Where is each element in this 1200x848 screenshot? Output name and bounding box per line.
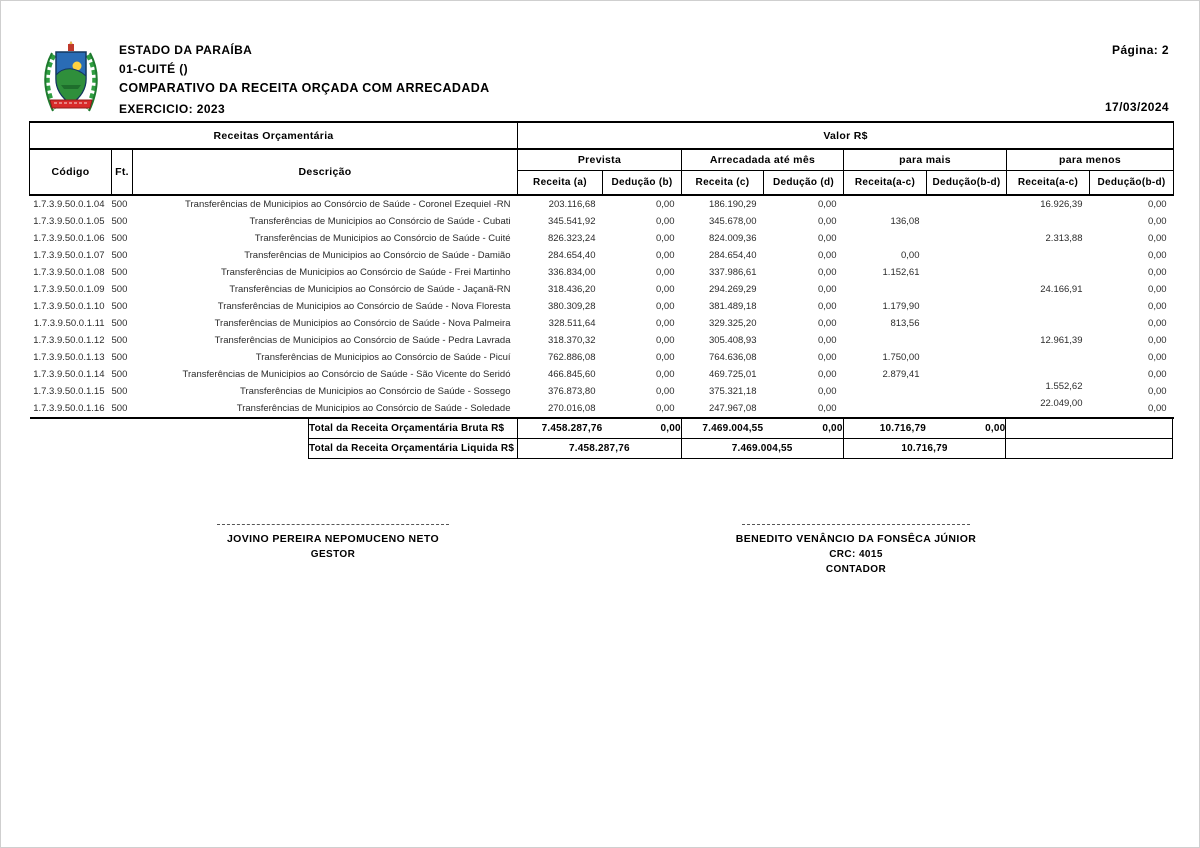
cell-codigo: 1.7.3.9.50.0.1.10 xyxy=(33,301,105,312)
report-date: 17/03/2024 xyxy=(1104,100,1169,114)
cell-prevista-deducao: 0,00 xyxy=(656,369,675,380)
cell-mais-receita: 136,08 xyxy=(890,216,920,227)
cell-prevista-receita: 380.309,28 xyxy=(547,301,596,312)
cell-ft: 500 xyxy=(111,216,128,227)
table-row xyxy=(30,366,1174,383)
cell-mais-deducao xyxy=(927,264,1007,281)
cell-mais-receita: 1.179,90 xyxy=(882,301,920,312)
cell-arrecadada-receita: 345.678,00 xyxy=(708,216,757,227)
cell-menos-deducao: 0,00 xyxy=(1148,318,1167,329)
cell-descricao: Transferências de Municipios ao Consórcio de Saúde - Nova Palmeira xyxy=(214,318,511,329)
cell-descricao: Transferências de Municipios ao Consórcio de Saúde - Cuité xyxy=(254,233,511,244)
cell-ft: 500 xyxy=(112,400,133,418)
sub-header-mais-deducao: Dedução(b-d) xyxy=(927,171,1007,196)
total-bruta-menos-cell xyxy=(1006,419,1173,439)
signature-name: BENEDITO VENÂNCIO DA FONSÊCA JÚNIOR xyxy=(735,533,977,545)
table-row xyxy=(30,213,1174,230)
table-row xyxy=(30,281,1174,298)
sub-header-receita-c: Receita (c) xyxy=(682,171,764,196)
cell-menos-deducao: 0,00 xyxy=(1148,199,1167,210)
cell-mais-receita: 1.152,61 xyxy=(882,267,920,278)
total-liquida-menos-cell xyxy=(1006,439,1173,459)
cell-codigo: 1.7.3.9.50.0.1.16 xyxy=(30,400,112,418)
cell-mais-deducao xyxy=(927,195,1007,213)
table-row xyxy=(30,195,1174,213)
cell-ft: 500 xyxy=(111,301,128,312)
cell-mais-deducao xyxy=(927,213,1007,230)
sub-header-deducao-d: Dedução (d) xyxy=(764,171,844,196)
cell-arrecadada-receita: 247.967,08 xyxy=(682,400,764,418)
signature-crc: CRC: 4015 xyxy=(829,549,883,560)
cell-prevista-deducao: 0,00 xyxy=(656,352,675,363)
total-bruta-receita-c: 7.469.004,55 xyxy=(681,419,763,439)
cell-prevista-receita: 376.873,80 xyxy=(547,386,596,397)
cell-mais-deducao xyxy=(927,349,1007,366)
signature-line xyxy=(217,524,449,525)
cell-mais-deducao xyxy=(927,230,1007,247)
header-valor: Valor R$ xyxy=(518,122,1174,149)
cell-codigo: 1.7.3.9.50.0.1.12 xyxy=(33,335,105,346)
cell-arrecadada-deducao: 0,00 xyxy=(818,233,837,244)
cell-menos-deducao: 0,00 xyxy=(1148,250,1167,261)
total-liquida-prevista: 7.458.287,76 xyxy=(517,439,681,459)
cell-prevista-receita: 328.511,64 xyxy=(548,318,596,329)
cell-prevista-receita: 345.541,92 xyxy=(547,216,596,227)
cell-mais-receita: 1.750,00 xyxy=(882,352,920,363)
cell-mais-receita: 2.879,41 xyxy=(882,369,920,380)
cell-arrecadada-deducao: 0,00 xyxy=(764,400,844,418)
cell-mais-receita xyxy=(844,281,927,298)
cell-menos-receita xyxy=(1007,298,1090,315)
cell-prevista-deducao: 0,00 xyxy=(656,318,675,329)
cell-prevista-receita: 336.834,00 xyxy=(547,267,596,278)
total-bruta-row xyxy=(309,419,1173,439)
cell-mais-deducao xyxy=(927,400,1007,418)
cell-menos-deducao: 0,00 xyxy=(1148,301,1167,312)
cell-arrecadada-receita: 469.725,01 xyxy=(708,369,757,380)
cell-menos-receita xyxy=(1007,315,1090,332)
revenue-table xyxy=(29,121,1173,459)
cell-mais-deducao xyxy=(927,332,1007,349)
group-header-prevista: Prevista xyxy=(518,149,682,171)
cell-menos-receita xyxy=(1007,349,1090,366)
cell-menos-deducao: 0,00 xyxy=(1148,352,1167,363)
cell-prevista-receita: 270.016,08 xyxy=(518,400,603,418)
table-row xyxy=(30,383,1174,400)
cell-descricao: Transferências de Municipios ao Consórcio de Saúde - Damião xyxy=(244,250,511,261)
cell-codigo: 1.7.3.9.50.0.1.11 xyxy=(33,318,105,329)
cell-prevista-receita: 284.654,40 xyxy=(547,250,596,261)
cell-prevista-deducao: 0,00 xyxy=(656,250,675,261)
cell-arrecadada-deducao: 0,00 xyxy=(818,369,837,380)
page-number: Página: 2 xyxy=(1112,43,1169,57)
report-header xyxy=(119,41,490,119)
cell-mais-receita xyxy=(844,195,927,213)
cell-prevista-deducao: 0,00 xyxy=(656,267,675,278)
table-row xyxy=(30,315,1174,332)
table-row xyxy=(30,230,1174,247)
total-liquida-mais: 10.716,79 xyxy=(843,439,1006,459)
group-header-arrecadada: Arrecadada até mês xyxy=(682,149,844,171)
cell-arrecadada-deducao: 0,00 xyxy=(818,284,837,295)
group-header-para-mais: para mais xyxy=(844,149,1007,171)
cell-mais-deducao xyxy=(927,383,1007,400)
cell-ft: 500 xyxy=(111,284,128,295)
cell-codigo: 1.7.3.9.50.0.1.13 xyxy=(33,352,105,363)
cell-mais-receita xyxy=(844,332,927,349)
cell-prevista-receita: 318.436,20 xyxy=(547,284,596,295)
cell-arrecadada-deducao: 0,00 xyxy=(818,386,837,397)
cell-menos-deducao: 0,00 xyxy=(1148,335,1167,346)
table-row xyxy=(30,349,1174,366)
cell-prevista-receita: 466.845,60 xyxy=(547,369,596,380)
cell-mais-receita xyxy=(844,230,927,247)
total-bruta-deducao-b: 0,00 xyxy=(602,419,681,439)
cell-arrecadada-deducao: 0,00 xyxy=(818,216,837,227)
cell-menos-deducao: 0,00 xyxy=(1148,267,1167,278)
cell-menos-receita: 24.166,91 xyxy=(1040,284,1083,295)
cell-ft: 500 xyxy=(111,386,128,397)
cell-ft: 500 xyxy=(111,369,128,380)
cell-descricao: Transferências de Municipios ao Consórcio de Saúde - Soledade xyxy=(133,400,518,418)
cell-arrecadada-receita: 824.009,36 xyxy=(708,233,757,244)
table-row xyxy=(30,400,1174,418)
cell-descricao: Transferências de Municipios ao Consórcio de Saúde - São Vicente do Seridó xyxy=(182,369,511,380)
cell-prevista-deducao: 0,00 xyxy=(656,284,675,295)
total-bruta-receita-a: 7.458.287,76 xyxy=(517,419,602,439)
cell-mais-deducao xyxy=(927,247,1007,264)
cell-arrecadada-deducao: 0,00 xyxy=(818,301,837,312)
signature-contador xyxy=(686,524,1026,577)
cell-prevista-receita: 762.886,08 xyxy=(547,352,596,363)
cell-menos-deducao: 0,00 xyxy=(1148,216,1167,227)
table-row xyxy=(30,298,1174,315)
cell-prevista-deducao: 0,00 xyxy=(656,386,675,397)
cell-menos-deducao: 0,00 xyxy=(1148,386,1167,397)
total-bruta-label: Total da Receita Orçamentária Bruta R$ xyxy=(309,419,518,439)
cell-codigo: 1.7.3.9.50.0.1.09 xyxy=(33,284,105,295)
cell-arrecadada-receita: 764.636,08 xyxy=(708,352,757,363)
cell-prevista-deducao: 0,00 xyxy=(656,335,675,346)
cell-ft: 500 xyxy=(111,233,128,244)
cell-prevista-receita: 203.116,68 xyxy=(548,199,596,210)
cell-arrecadada-deducao: 0,00 xyxy=(818,267,837,278)
totals-table xyxy=(308,418,1173,459)
cell-menos-deducao: 0,00 xyxy=(1148,284,1167,295)
cell-arrecadada-deducao: 0,00 xyxy=(818,335,837,346)
cell-descricao: Transferências de Municipios ao Consórcio de Saúde - Nova Floresta xyxy=(217,301,511,312)
cell-mais-deducao xyxy=(927,298,1007,315)
table-row xyxy=(30,332,1174,349)
table-row xyxy=(30,247,1174,264)
cell-descricao: Transferências de Municipios ao Consórcio de Saúde - Pedra Lavrada xyxy=(214,335,511,346)
cell-ft: 500 xyxy=(111,335,128,346)
sub-header-menos-deducao: Dedução(b-d) xyxy=(1090,171,1174,196)
cell-codigo: 1.7.3.9.50.0.1.07 xyxy=(33,250,105,261)
cell-prevista-deducao: 0,00 xyxy=(603,400,682,418)
cell-codigo: 1.7.3.9.50.0.1.05 xyxy=(33,216,105,227)
total-liquida-label: Total da Receita Orçamentária Liquida R$ xyxy=(309,439,518,459)
cell-codigo: 1.7.3.9.50.0.1.14 xyxy=(33,369,105,380)
col-header-descricao: Descrição xyxy=(133,149,518,195)
cell-descricao: Transferências de Municipios ao Consórcio de Saúde - Coronel Ezequiel -RN xyxy=(185,199,511,210)
cell-prevista-deducao: 0,00 xyxy=(656,216,675,227)
cell-ft: 500 xyxy=(111,318,128,329)
report-title: COMPARATIVO DA RECEITA ORÇADA COM ARRECADADA xyxy=(119,81,490,95)
cell-arrecadada-receita: 186.190,29 xyxy=(708,199,757,210)
col-header-codigo: Código xyxy=(30,149,112,195)
state-name: ESTADO DA PARAÍBA xyxy=(119,43,253,57)
group-header-para-menos: para menos xyxy=(1007,149,1174,171)
header-receitas-orcamentaria: Receitas Orçamentária xyxy=(30,122,518,149)
cell-menos-receita: 1.552,62 xyxy=(1045,381,1083,392)
cell-descricao: Transferências de Municipios ao Consórcio de Saúde - Picuí xyxy=(255,352,511,363)
signature-gestor xyxy=(183,524,483,562)
sub-header-menos-receita: Receita(a-c) xyxy=(1007,171,1090,196)
cell-ft: 500 xyxy=(111,352,128,363)
cell-prevista-deducao: 0,00 xyxy=(656,301,675,312)
sub-header-deducao-b: Dedução (b) xyxy=(603,171,682,196)
cell-prevista-deducao: 0,00 xyxy=(656,199,675,210)
cell-codigo: 1.7.3.9.50.0.1.15 xyxy=(33,386,105,397)
cell-menos-receita xyxy=(1007,264,1090,281)
cell-descricao: Transferências de Municipios ao Consórcio de Saúde - Sossego xyxy=(239,386,511,397)
cell-menos-deducao: 0,00 xyxy=(1148,233,1167,244)
cell-codigo: 1.7.3.9.50.0.1.08 xyxy=(33,267,105,278)
total-bruta-deducao-d: 0,00 xyxy=(763,419,843,439)
cell-mais-receita xyxy=(844,383,927,400)
cell-menos-receita: 2.313,88 xyxy=(1045,233,1083,244)
cell-arrecadada-receita: 294.269,29 xyxy=(708,284,757,295)
cell-codigo: 1.7.3.9.50.0.1.04 xyxy=(33,199,105,210)
col-header-ft: Ft. xyxy=(112,149,133,195)
cell-menos-deducao: 0,00 xyxy=(1148,369,1167,380)
cell-codigo: 1.7.3.9.50.0.1.06 xyxy=(33,233,105,244)
entity-name: 01-CUITÉ () xyxy=(119,62,189,76)
sub-header-mais-receita: Receita(a-c) xyxy=(844,171,927,196)
cell-descricao: Transferências de Municipios ao Consórcio de Saúde - Cubati xyxy=(249,216,511,227)
cell-descricao: Transferências de Municipios ao Consórcio de Saúde - Jaçanã-RN xyxy=(229,284,511,295)
cell-mais-receita: 813,56 xyxy=(890,318,920,329)
signature-role: CONTADOR xyxy=(825,564,887,575)
cell-menos-receita xyxy=(1007,213,1090,230)
cell-arrecadada-deducao: 0,00 xyxy=(818,318,837,329)
cell-prevista-deducao: 0,00 xyxy=(656,233,675,244)
cell-mais-deducao xyxy=(927,315,1007,332)
sub-header-receita-a: Receita (a) xyxy=(518,171,603,196)
cell-prevista-receita: 318.370,32 xyxy=(547,335,596,346)
cell-menos-receita: 22.049,00 xyxy=(1007,395,1090,413)
signature-line xyxy=(742,524,970,525)
table-row xyxy=(30,264,1174,281)
cell-arrecadada-receita: 375.321,18 xyxy=(708,386,757,397)
signature-role: GESTOR xyxy=(310,549,356,560)
cell-mais-deducao xyxy=(927,281,1007,298)
exercise-label: EXERCICIO: 2023 xyxy=(119,102,226,116)
cell-menos-receita xyxy=(1007,247,1090,264)
cell-ft: 500 xyxy=(111,250,128,261)
cell-arrecadada-receita: 284.654,40 xyxy=(708,250,757,261)
cell-ft: 500 xyxy=(111,199,128,210)
cell-prevista-receita: 826.323,24 xyxy=(547,233,596,244)
total-liquida-arrecadada: 7.469.004,55 xyxy=(681,439,843,459)
cell-arrecadada-receita: 337.986,61 xyxy=(708,267,757,278)
cell-arrecadada-deducao: 0,00 xyxy=(818,250,837,261)
cell-mais-receita: 0,00 xyxy=(901,250,920,261)
cell-mais-receita xyxy=(844,400,927,418)
cell-arrecadada-receita: 329.325,20 xyxy=(708,318,757,329)
cell-arrecadada-deducao: 0,00 xyxy=(818,352,837,363)
cell-menos-receita: 12.961,39 xyxy=(1040,335,1083,346)
cell-arrecadada-receita: 381.489,18 xyxy=(708,301,757,312)
cell-arrecadada-deducao: 0,00 xyxy=(818,199,837,210)
revenue-rows xyxy=(30,195,1174,418)
total-bruta-mais-deducao: 0,00 xyxy=(926,419,1006,439)
signature-name: JOVINO PEREIRA NEPOMUCENO NETO xyxy=(226,533,440,545)
cell-descricao: Transferências de Municipios ao Consórcio de Saúde - Frei Martinho xyxy=(220,267,511,278)
cell-ft: 500 xyxy=(111,267,128,278)
paraiba-coat-of-arms-icon xyxy=(39,41,103,117)
cell-mais-deducao xyxy=(927,366,1007,383)
cell-menos-receita: 16.926,39 xyxy=(1040,199,1083,210)
total-liquida-row xyxy=(309,439,1173,459)
cell-arrecadada-receita: 305.408,93 xyxy=(708,335,757,346)
total-bruta-mais-receita: 10.716,79 xyxy=(843,419,926,439)
cell-menos-deducao: 0,00 xyxy=(1090,400,1174,418)
